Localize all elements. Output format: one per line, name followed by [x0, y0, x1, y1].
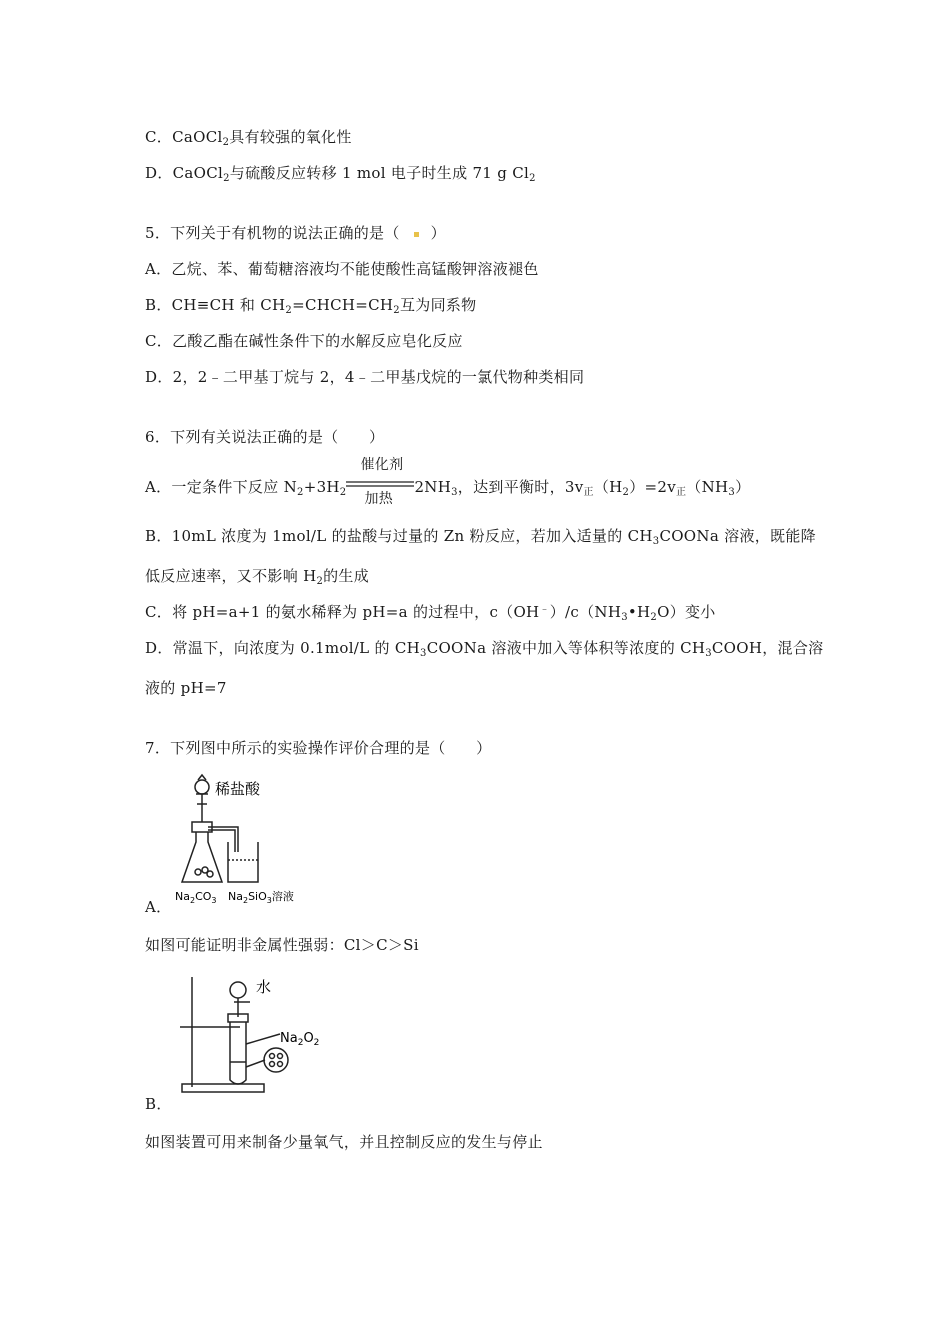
q6-stem: 6．下列有关说法正确的是（ ） [145, 428, 385, 446]
fig-b-reagent-label: $Na_2O_2$ [280, 1031, 320, 1048]
figure-b-apparatus [180, 972, 340, 1097]
q6-option-b-line2: 低反应速率，又不影响 $H_2$的生成 [145, 567, 370, 587]
q7-stem: 7．下列图中所示的实验操作评价合理的是（ ） [145, 739, 492, 757]
q7-option-b-label: B． [145, 1095, 172, 1113]
q6-option-c: C．将 pH=a+1 的氨水稀释为 pH=a 的过程中，$c(OH^﹣)/c(NH_3•H_2O)$变小 [145, 603, 716, 623]
q4-option-d: D．CaOCl$_2$与硫酸反应转移 1 mol 电子时生成 71 g $Cl_2$ [145, 164, 536, 184]
catalyst-label: 催化剂 [360, 457, 404, 473]
q7-option-a-text: 如图可能证明非金属性强弱：Cl＞C＞Si [145, 936, 419, 954]
q5-stem: 5．下列关于有机物的说法正确的是（ ） [145, 224, 446, 242]
q5-option-b: B．CH≡CH 和 $CH_2=CHCH=CH_2$互为同系物 [145, 296, 477, 316]
q6-option-d-line1: D．常温下，向浓度为 0.1mol/L 的 $CH_3COONa$ 溶液中加入等体积等浓度的 $CH_3COOH$，混合溶 [145, 639, 824, 659]
figure-a-apparatus [170, 772, 310, 907]
q6-option-b-line1: B．10mL 浓度为 1mol/L 的盐酸与过量的 Zn 粉反应，若加入适量的 $CH_3COONa$ 溶液，既能降 [145, 527, 816, 547]
highlight-mark [414, 232, 419, 237]
q7-option-a-label: A． [145, 898, 172, 916]
q6-option-d-line2: 液的 pH=7 [145, 679, 227, 697]
heat-label: 加热 [364, 491, 394, 507]
fig-a-right-label: $Na_2SiO_3$溶液 [228, 890, 294, 905]
q5-option-c: C．乙酸乙酯在碱性条件下的水解反应皂化反应 [145, 332, 463, 350]
q4-option-c: C．CaOCl$_2$具有较强的氧化性 [145, 128, 352, 148]
q6-option-a: A．一定条件下反应 $N_2+3H_2$ 催化剂 加热 $2NH_3$，达到平衡时，$3v_正(H_2)=2v_正(NH_3)$ [145, 457, 751, 507]
q5-option-d: D．2，2﹣二甲基丁烷与 2，4﹣二甲基戊烷的一氯代物种类相同 [145, 368, 585, 386]
fig-a-left-label: $Na_2CO_3$ [175, 890, 217, 905]
reaction-condition-arrow [346, 457, 414, 507]
q7-option-b-text: 如图装置可用来制备少量氧气，并且控制反应的发生与停止 [145, 1133, 543, 1151]
fig-b-water-label: 水 [256, 978, 272, 996]
fig-a-acid-label: 稀盐酸 [215, 780, 261, 798]
q5-option-a: A．乙烷、苯、葡萄糖溶液均不能使酸性高锰酸钾溶液褪色 [145, 260, 539, 278]
